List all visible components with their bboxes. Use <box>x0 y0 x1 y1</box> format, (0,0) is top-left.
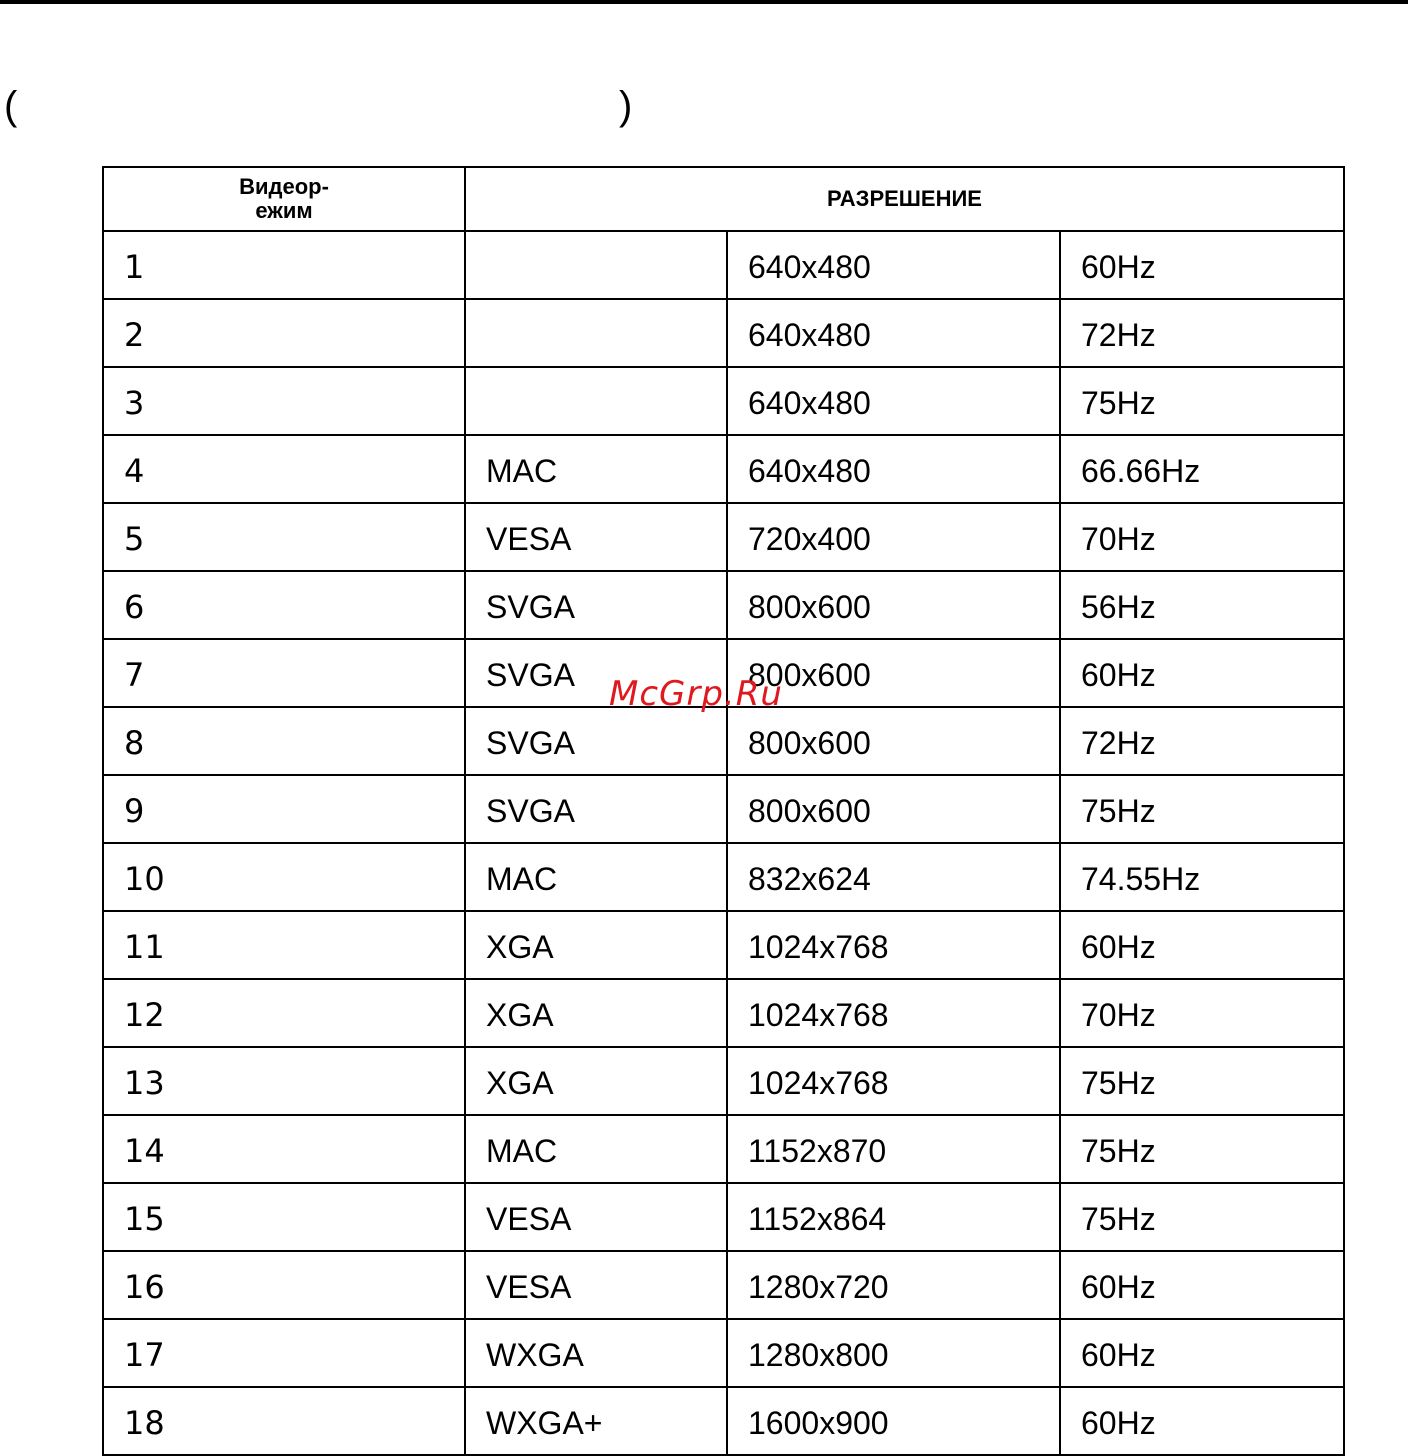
table-row <box>103 299 1344 367</box>
mode-number-cell: 7 <box>103 639 465 707</box>
table-header-row <box>103 167 1344 231</box>
resolution-cell: 1024x768 <box>727 911 1060 979</box>
mode-number-cell: 6 <box>103 571 465 639</box>
resolution-cell: 640x480 <box>727 231 1060 299</box>
standard-cell: WXGA+ <box>465 1387 727 1455</box>
frequency-cell: 70Hz <box>1060 979 1344 1047</box>
close-parenthesis: ) <box>619 84 633 128</box>
table-row <box>103 1115 1344 1183</box>
mode-number-cell: 9 <box>103 775 465 843</box>
standard-cell: VESA <box>465 1251 727 1319</box>
open-parenthesis: ( <box>4 84 18 128</box>
mode-number-cell: 4 <box>103 435 465 503</box>
standard-cell <box>465 367 727 435</box>
frequency-cell: 75Hz <box>1060 1115 1344 1183</box>
standard-cell: MAC <box>465 435 727 503</box>
table-row <box>103 707 1344 775</box>
standard-cell: MAC <box>465 1115 727 1183</box>
resolution-cell: 640x480 <box>727 367 1060 435</box>
frequency-cell: 72Hz <box>1060 299 1344 367</box>
standard-cell: MAC <box>465 843 727 911</box>
frequency-cell: 60Hz <box>1060 231 1344 299</box>
frequency-cell: 74.55Hz <box>1060 843 1344 911</box>
frequency-cell: 66.66Hz <box>1060 435 1344 503</box>
header-resolution: РАЗРЕШЕНИЕ <box>465 167 1344 231</box>
resolution-cell: 1024x768 <box>727 1047 1060 1115</box>
mode-number-cell: 18 <box>103 1387 465 1455</box>
resolution-cell: 1152x864 <box>727 1183 1060 1251</box>
table-row <box>103 1183 1344 1251</box>
header-video-mode-line1: Видеор- <box>239 174 329 199</box>
standard-cell: XGA <box>465 979 727 1047</box>
frequency-cell: 72Hz <box>1060 707 1344 775</box>
table-row <box>103 367 1344 435</box>
table-row <box>103 1387 1344 1455</box>
resolution-cell: 1600x900 <box>727 1387 1060 1455</box>
resolution-cell: 800x600 <box>727 707 1060 775</box>
mode-number-cell: 8 <box>103 707 465 775</box>
standard-cell: SVGA <box>465 571 727 639</box>
mode-number-cell: 5 <box>103 503 465 571</box>
frequency-cell: 75Hz <box>1060 1047 1344 1115</box>
frequency-cell: 60Hz <box>1060 1319 1344 1387</box>
frequency-cell: 75Hz <box>1060 1183 1344 1251</box>
top-rule <box>0 0 1408 4</box>
standard-cell <box>465 231 727 299</box>
table-row <box>103 231 1344 299</box>
resolution-cell: 1280x720 <box>727 1251 1060 1319</box>
standard-cell: XGA <box>465 911 727 979</box>
table-row <box>103 1251 1344 1319</box>
resolution-cell: 800x600 <box>727 639 1060 707</box>
table-row <box>103 911 1344 979</box>
table-row <box>103 435 1344 503</box>
standard-cell: WXGA <box>465 1319 727 1387</box>
table-row <box>103 1319 1344 1387</box>
standard-cell: XGA <box>465 1047 727 1115</box>
table-row <box>103 775 1344 843</box>
resolution-cell: 1152x870 <box>727 1115 1060 1183</box>
frequency-cell: 60Hz <box>1060 1251 1344 1319</box>
frequency-cell: 70Hz <box>1060 503 1344 571</box>
table-row <box>103 979 1344 1047</box>
resolution-cell: 720x400 <box>727 503 1060 571</box>
frequency-cell: 60Hz <box>1060 639 1344 707</box>
resolution-cell: 640x480 <box>727 435 1060 503</box>
resolution-cell: 800x600 <box>727 571 1060 639</box>
mode-number-cell: 17 <box>103 1319 465 1387</box>
watermark-logo: McGrp.Ru <box>609 674 783 714</box>
mode-number-cell: 11 <box>103 911 465 979</box>
resolution-cell: 1024x768 <box>727 979 1060 1047</box>
header-video-mode-line2: ежим <box>255 198 313 223</box>
resolution-cell: 640x480 <box>727 299 1060 367</box>
frequency-cell: 56Hz <box>1060 571 1344 639</box>
mode-number-cell: 2 <box>103 299 465 367</box>
table-row <box>103 639 1344 707</box>
table-body <box>103 231 1344 1455</box>
frequency-cell: 60Hz <box>1060 1387 1344 1455</box>
table-row <box>103 1047 1344 1115</box>
standard-cell: SVGA <box>465 639 727 707</box>
table-row <box>103 503 1344 571</box>
standard-cell: SVGA <box>465 775 727 843</box>
standard-cell: VESA <box>465 503 727 571</box>
resolution-cell: 800x600 <box>727 775 1060 843</box>
mode-number-cell: 1 <box>103 231 465 299</box>
video-modes-table <box>102 166 1345 1456</box>
resolution-cell: 832x624 <box>727 843 1060 911</box>
standard-cell: SVGA <box>465 707 727 775</box>
mode-number-cell: 3 <box>103 367 465 435</box>
header-video-mode <box>103 167 465 231</box>
table-row <box>103 571 1344 639</box>
standard-cell: VESA <box>465 1183 727 1251</box>
mode-number-cell: 12 <box>103 979 465 1047</box>
mode-number-cell: 14 <box>103 1115 465 1183</box>
mode-number-cell: 10 <box>103 843 465 911</box>
frequency-cell: 75Hz <box>1060 775 1344 843</box>
standard-cell <box>465 299 727 367</box>
frequency-cell: 60Hz <box>1060 911 1344 979</box>
resolution-cell: 1280x800 <box>727 1319 1060 1387</box>
table-row <box>103 843 1344 911</box>
mode-number-cell: 15 <box>103 1183 465 1251</box>
mode-number-cell: 13 <box>103 1047 465 1115</box>
frequency-cell: 75Hz <box>1060 367 1344 435</box>
mode-number-cell: 16 <box>103 1251 465 1319</box>
